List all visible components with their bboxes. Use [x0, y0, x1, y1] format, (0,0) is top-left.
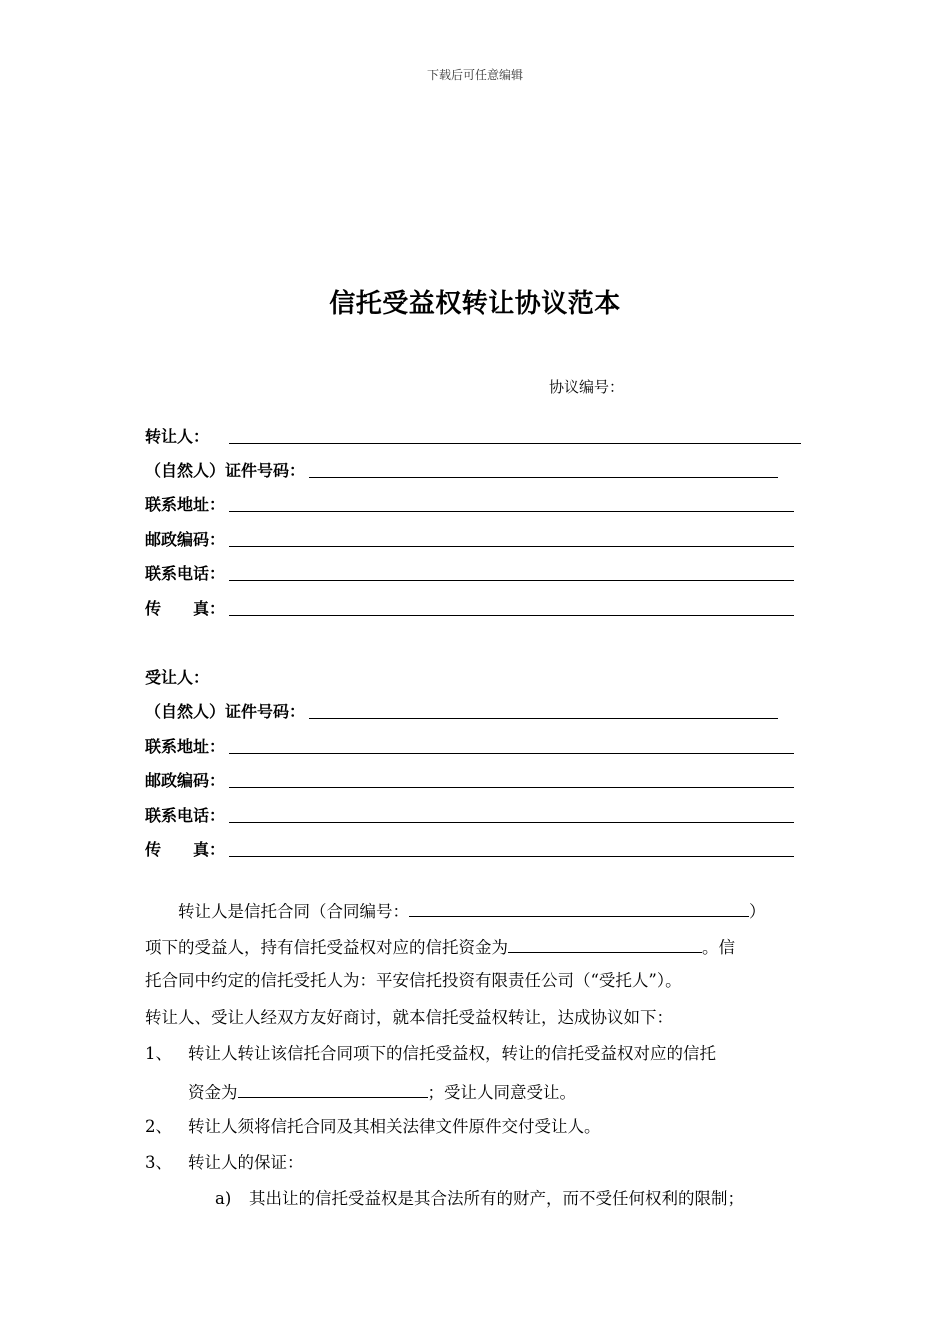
body-line-1 — [178, 898, 766, 923]
transferor-fax-field[interactable] — [145, 596, 794, 620]
item-3a-number: a) — [215, 1189, 232, 1208]
transferee-address-field[interactable] — [145, 734, 794, 758]
trust-funds-suffix: 。信 — [702, 938, 735, 957]
transferee-postcode-line[interactable] — [229, 787, 794, 788]
transferor-phone-label: 联系电话： — [145, 564, 226, 583]
transferor-phone-field[interactable] — [145, 561, 794, 585]
transferee-phone-line[interactable] — [229, 822, 794, 823]
transferee-postcode-label: 邮政编码： — [145, 771, 226, 790]
item-3-text: 转让人的保证： — [188, 1153, 304, 1172]
transferor-name-label: 转让人： — [145, 427, 210, 446]
transferee-id-field[interactable] — [145, 699, 778, 723]
item-1-funds-prefix: 资金为 — [188, 1083, 238, 1102]
agreement-number-label: 协议编号： — [549, 378, 625, 396]
transferee-address-line[interactable] — [229, 753, 794, 754]
transferee-heading: 受让人： — [145, 668, 210, 687]
transferor-id-line[interactable] — [309, 477, 778, 478]
transferor-fax-line[interactable] — [229, 615, 794, 616]
transferee-postcode-field[interactable] — [145, 768, 794, 792]
trust-funds-prefix: 项下的受益人，持有信托受益权对应的信托资金为 — [145, 938, 508, 957]
item-1-text: 转让人转让该信托合同项下的信托受益权，转让的信托受益权对应的信托 — [188, 1044, 716, 1063]
item-1-funds-suffix: ；受让人同意受让。 — [427, 1083, 576, 1102]
transferee-id-label: （自然人）证件号码： — [145, 702, 306, 721]
item-1-continuation — [188, 1079, 576, 1104]
document-title: 信托受益权转让协议范本 — [329, 289, 621, 319]
item-3a-text: 其出让的信托受益权是其合法所有的财产，而不受任何权利的限制； — [249, 1189, 744, 1208]
item-3-number: 3、 — [145, 1153, 172, 1172]
transferor-name-field[interactable] — [145, 424, 801, 448]
transferor-phone-line[interactable] — [229, 580, 794, 581]
transferee-fax-label: 传 真： — [145, 840, 226, 859]
transferor-id-label: （自然人）证件号码： — [145, 461, 306, 480]
trust-funds-blank[interactable] — [508, 934, 702, 953]
item-2-number: 2、 — [145, 1117, 172, 1136]
transferor-address-label: 联系地址： — [145, 495, 226, 514]
transferee-address-label: 联系地址： — [145, 737, 226, 756]
transferor-address-line[interactable] — [229, 511, 794, 512]
transferor-name-line[interactable] — [229, 443, 801, 444]
transferee-id-line[interactable] — [309, 718, 778, 719]
item-1-funds-blank[interactable] — [238, 1079, 428, 1098]
body-line-3: 托合同中约定的信托受托人为：平安信托投资有限责任公司（“受托人”）。 — [145, 971, 682, 990]
transferee-phone-label: 联系电话： — [145, 806, 226, 825]
contract-number-prefix: 转让人是信托合同（合同编号： — [178, 902, 409, 921]
transferee-phone-field[interactable] — [145, 803, 794, 827]
transferor-fax-label: 传 真： — [145, 599, 226, 618]
transferor-postcode-label: 邮政编码： — [145, 530, 226, 549]
transferor-id-field[interactable] — [145, 458, 778, 482]
body-line-4: 转让人、受让人经双方友好商讨，就本信托受益权转让，达成协议如下： — [145, 1008, 673, 1027]
contract-number-blank[interactable] — [409, 898, 749, 917]
transferee-fax-field[interactable] — [145, 837, 794, 861]
body-line-2 — [145, 934, 735, 959]
page-header: 下载后可任意编辑 — [426, 68, 523, 82]
transferor-address-field[interactable] — [145, 492, 794, 516]
item-2-text: 转让人须将信托合同及其相关法律文件原件交付受让人。 — [188, 1117, 601, 1136]
transferor-postcode-line[interactable] — [229, 546, 794, 547]
transferor-postcode-field[interactable] — [145, 527, 794, 551]
contract-number-suffix: ） — [749, 902, 766, 921]
item-1-number: 1、 — [145, 1044, 172, 1063]
transferee-fax-line[interactable] — [229, 856, 794, 857]
